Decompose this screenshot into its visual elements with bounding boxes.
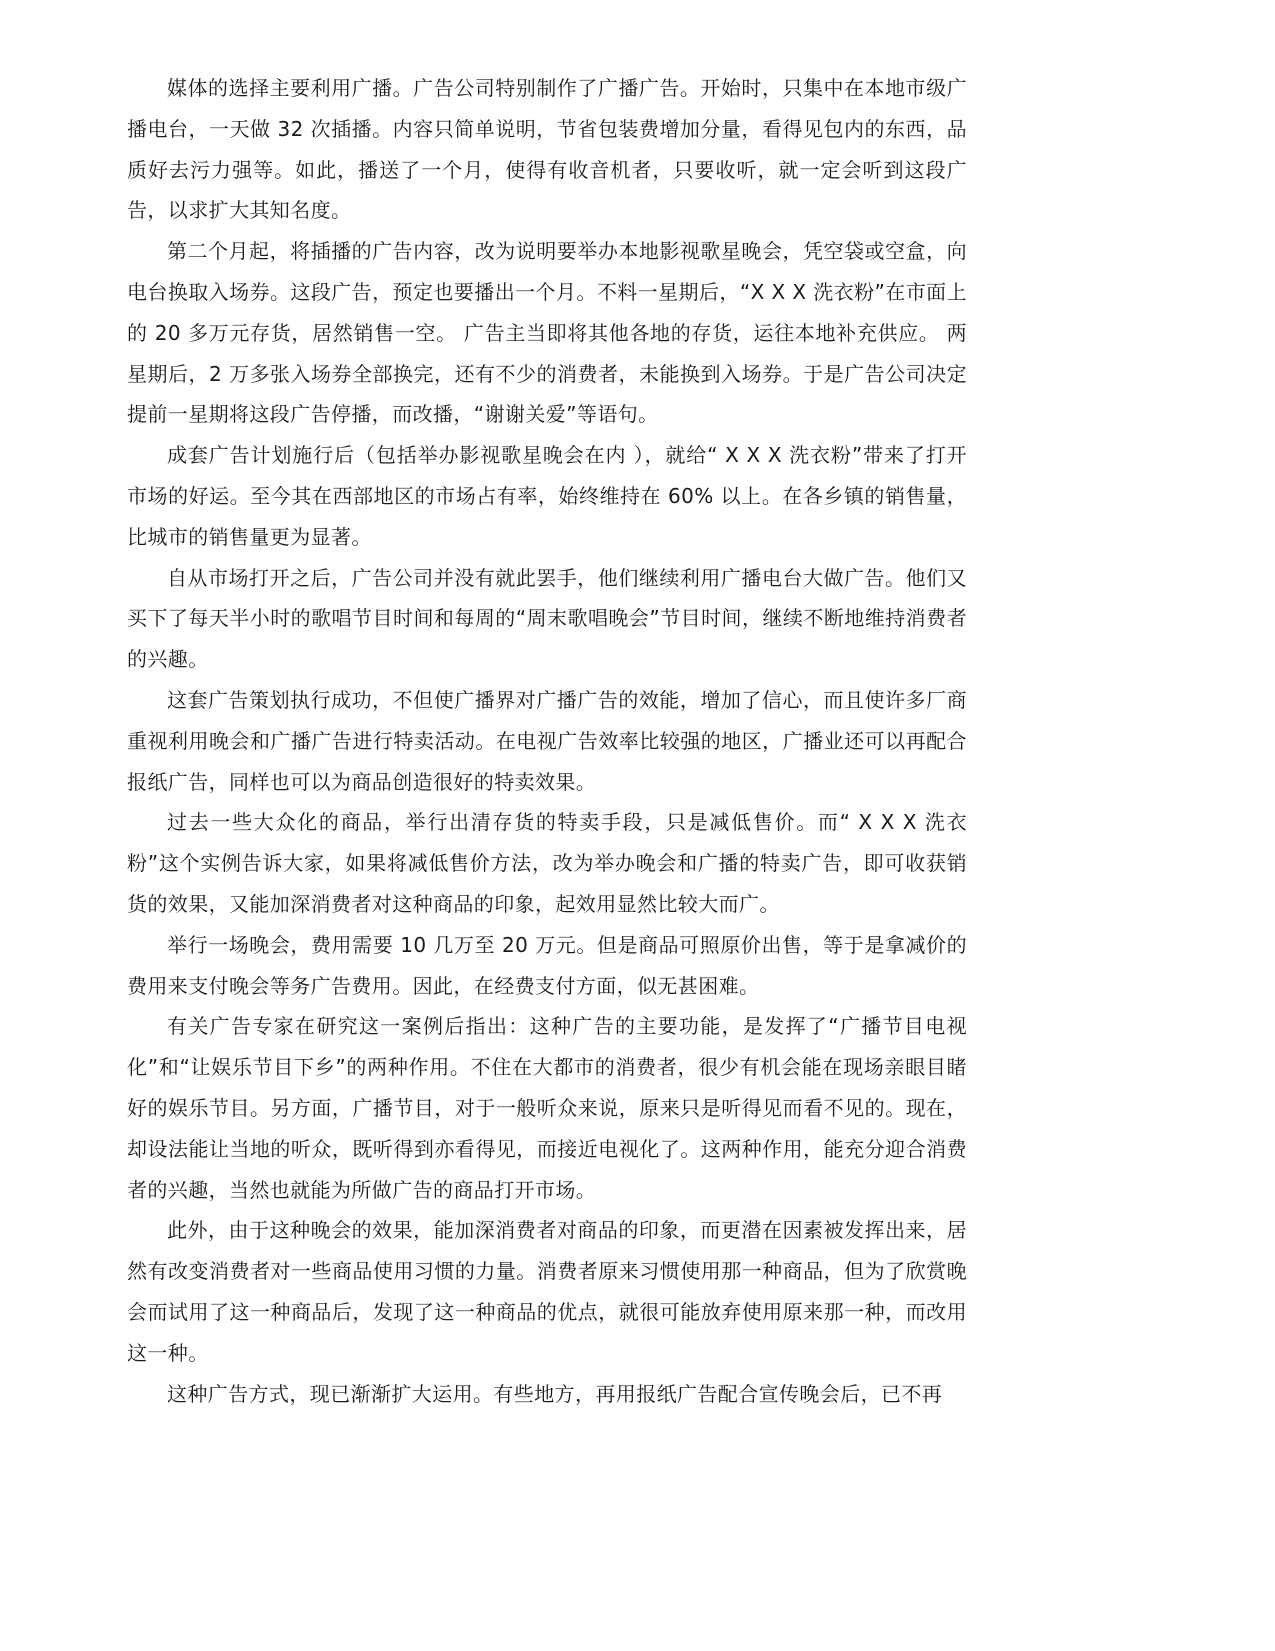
paragraph-7: 举行一场晚会，费用需要 10 几万至 20 万元。但是商品可照原价出售，等于是拿减价的费用来支付晚会等务广告费用。因此，在经费支付方面，似无甚困难。 <box>127 932 967 998</box>
paragraph-3: 成套广告计划施行后（包括举办影视歌星晚会在内 ），就给“ X X X 洗衣粉”带来了打开市场的好运。至今其在西部地区的市场占有率，始终维持在 60% 以上。在各乡镇的销售量，比城市的销售量更为显著。 <box>127 443 967 549</box>
paragraph-2: 第二个月起，将插播的广告内容，改为说明要举办本地影视歌星晚会，凭空袋或空盒，向电台换取入场券。这段广告，预定也要播出一个月。不料一星期后，“X X X 洗衣粉”在市面上的 20 多万元存货，居然销售一空。 广告主当即将其他各地的存货，运往本地补充供应。 两星期后，2 万多张入场券全部换完，还有不少的消费者，未能换到入场券。于是广告公司决定提前一星期将这段广告停播，而改播，“谢谢关爱”等语句。 <box>127 239 967 427</box>
paragraph-6: 过去一些大众化的商品，举行出清存货的特卖手段，只是减低售价。而“ X X X 洗衣粉”这个实例告诉大家，如果将减低售价方法，改为举办晚会和广播的特卖广告，即可收获销货的效果，又能加深消费者对这种商品的印象，起效用显然比较大而广。 <box>127 810 967 916</box>
body-text <box>127 68 967 1414</box>
paragraph-1: 媒体的选择主要利用广播。广告公司特别制作了广播广告。开始时，只集中在本地市级广播电台，一天做 32 次插播。内容只简单说明，节省包装费增加分量，看得见包内的东西，品质好去污力强等。如此，播送了一个月，使得有收音机者，只要收听，就一定会听到这段广告，以求扩大其知名度。 <box>127 76 967 223</box>
paragraph-9: 此外，由于这种晚会的效果，能加深消费者对商品的印象，而更潜在因素被发挥出来，居然有改变消费者对一些商品使用习惯的力量。消费者原来习惯使用那一种商品，但为了欣赏晚会而试用了这一种商品后，发现了这一种商品的优点，就很可能放弃使用原来那一种，而改用这一种。 <box>127 1218 967 1365</box>
paragraph-4: 自从市场打开之后，广告公司并没有就此罢手，他们继续利用广播电台大做广告。他们又买下了每天半小时的歌唱节目时间和每周的“周末歌唱晚会”节目时间，继续不断地维持消费者的兴趣。 <box>127 565 967 672</box>
paragraph-10: 这种广告方式，现已渐渐扩大运用。有些地方，再用报纸广告配合宣传晚会后，已不再 <box>167 1381 943 1406</box>
paragraph-5: 这套广告策划执行成功，不但使广播界对广播广告的效能，增加了信心，而且使许多厂商重视利用晚会和广播广告进行特卖活动。在电视广告效率比较强的地区，广播业还可以再配合报纸广告，同样也可以为商品创造很好的特卖效果。 <box>127 687 967 794</box>
paragraph-8: 有关广告专家在研究这一案例后指出：这种广告的主要功能，是发挥了“广播节目电视化”和“让娱乐节目下乡”的两种作用。不住在大都市的消费者，很少有机会能在现场亲眼目睹好的娱乐节目。另方面，广播节目，对于一般听众来说，原来只是听得见而看不见的。现在，却设法能让当地的听众，既听得到亦看得见，而接近电视化了。这两种作用，能充分迎合消费者的兴趣，当然也就能为所做广告的商品打开市场。 <box>127 1014 967 1202</box>
